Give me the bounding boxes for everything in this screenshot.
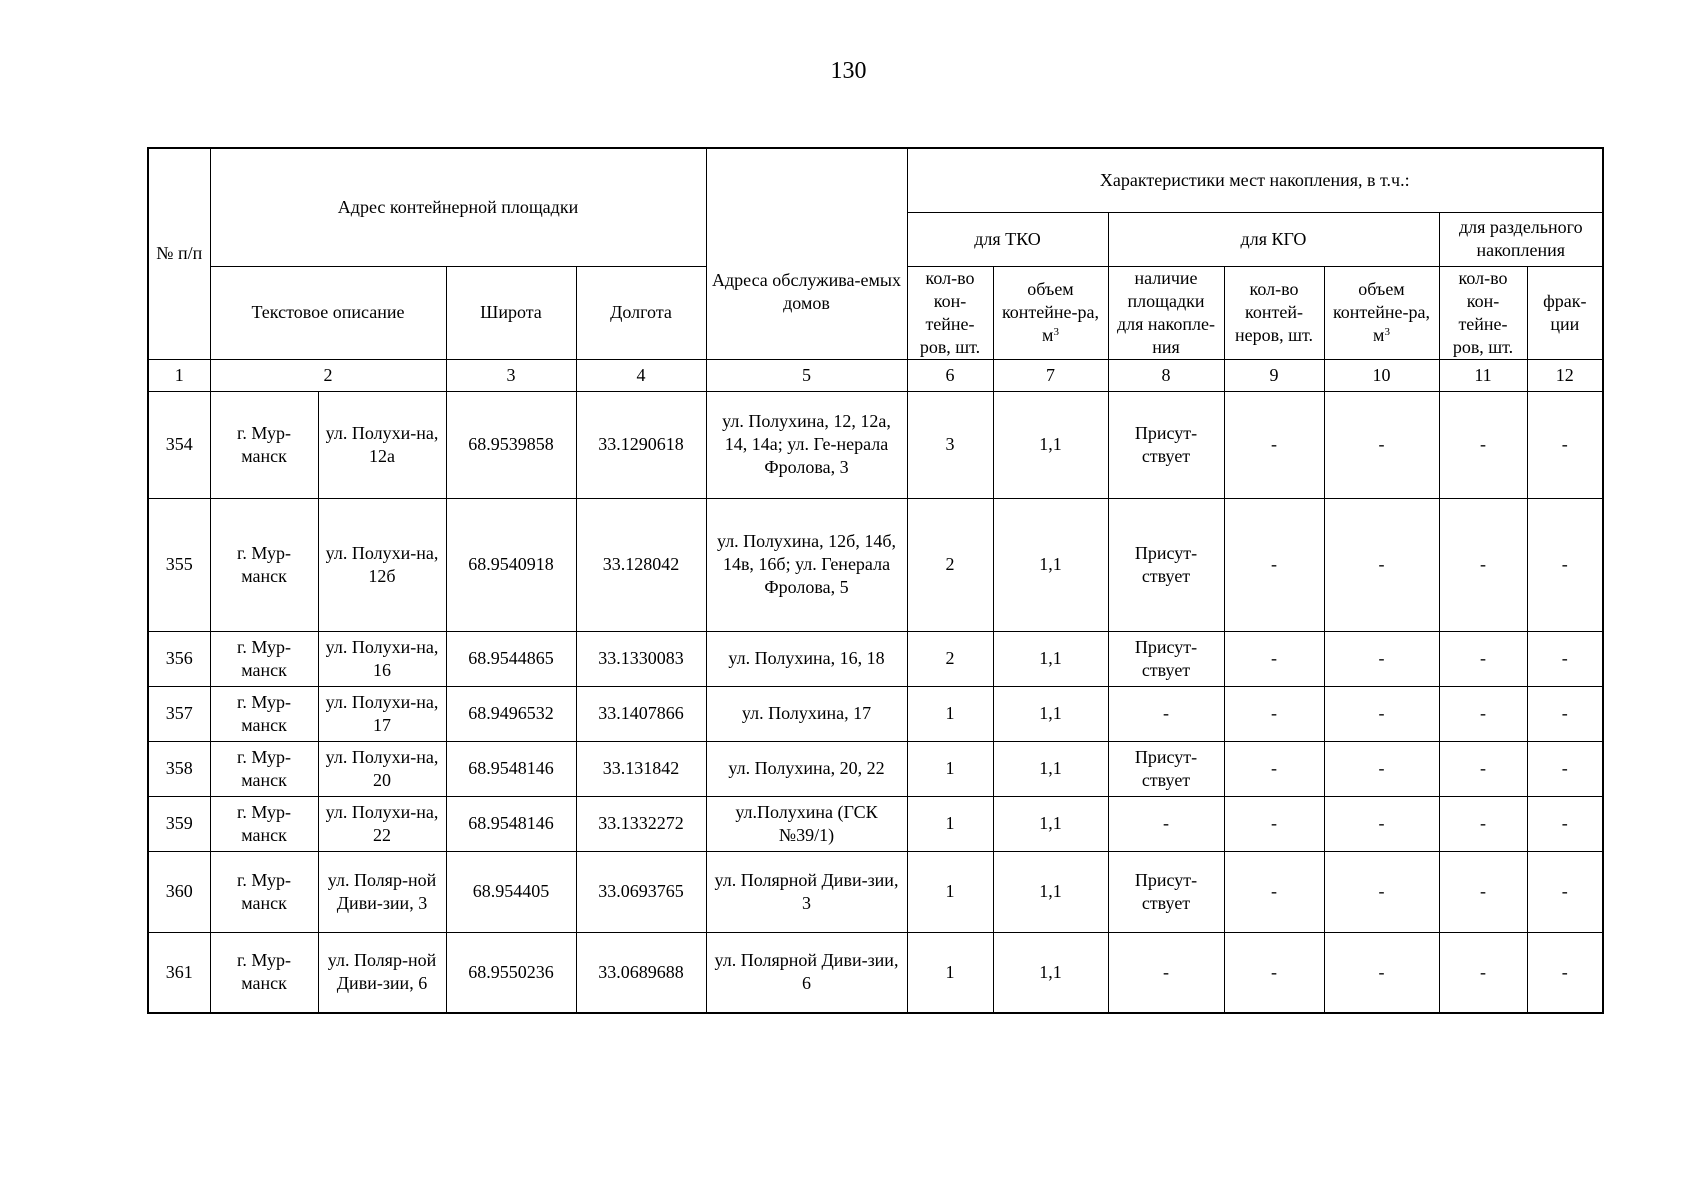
kgo-count-cell: - <box>1224 498 1324 631</box>
header-kgo-group: для КГО <box>1108 212 1439 266</box>
street-cell: ул. Полухи-на, 17 <box>318 686 446 741</box>
longitude-cell: 33.128042 <box>576 498 706 631</box>
container-sites-table <box>147 147 1604 1014</box>
latitude-cell: 68.954405 <box>446 851 576 932</box>
sep-count-cell: - <box>1439 631 1527 686</box>
sep-count-cell: - <box>1439 851 1527 932</box>
served-houses-cell: ул. Полухина, 20, 22 <box>706 741 907 796</box>
kgo-volume-cell: - <box>1324 391 1439 498</box>
header-separate-group: для раздельного накопления <box>1439 212 1603 266</box>
latitude-cell: 68.9550236 <box>446 932 576 1013</box>
kgo-site-cell: - <box>1108 796 1224 851</box>
sep-fractions-cell: - <box>1527 851 1603 932</box>
row-number: 361 <box>148 932 210 1013</box>
table-body <box>148 359 1603 1013</box>
kgo-count-cell: - <box>1224 932 1324 1013</box>
kgo-volume-cell: - <box>1324 932 1439 1013</box>
tko-volume-cell: 1,1 <box>993 686 1108 741</box>
served-houses-cell: ул. Полярной Диви-зии, 6 <box>706 932 907 1013</box>
street-cell: ул. Полухи-на, 22 <box>318 796 446 851</box>
tko-count-cell: 1 <box>907 686 993 741</box>
row-number: 358 <box>148 741 210 796</box>
latitude-cell: 68.9540918 <box>446 498 576 631</box>
header-num: № п/п <box>148 148 210 359</box>
longitude-cell: 33.1332272 <box>576 796 706 851</box>
city-cell: г. Мур-манск <box>210 796 318 851</box>
column-number: 1 <box>148 359 210 391</box>
city-cell: г. Мур-манск <box>210 932 318 1013</box>
column-number: 2 <box>210 359 446 391</box>
sep-fractions-cell: - <box>1527 686 1603 741</box>
latitude-cell: 68.9544865 <box>446 631 576 686</box>
tko-volume-cell: 1,1 <box>993 391 1108 498</box>
column-number: 11 <box>1439 359 1527 391</box>
kgo-site-cell: Присут-ствует <box>1108 741 1224 796</box>
served-houses-cell: ул.Полухина (ГСК №39/1) <box>706 796 907 851</box>
tko-count-cell: 2 <box>907 631 993 686</box>
kgo-site-cell: - <box>1108 932 1224 1013</box>
row-number: 360 <box>148 851 210 932</box>
kgo-site-cell: Присут-ствует <box>1108 851 1224 932</box>
longitude-cell: 33.1290618 <box>576 391 706 498</box>
column-number: 5 <box>706 359 907 391</box>
column-number: 3 <box>446 359 576 391</box>
column-number: 6 <box>907 359 993 391</box>
city-cell: г. Мур-манск <box>210 631 318 686</box>
sep-fractions-cell: - <box>1527 498 1603 631</box>
latitude-cell: 68.9548146 <box>446 796 576 851</box>
sep-count-cell: - <box>1439 391 1527 498</box>
header-served-houses: Адреса обслужива-емых домов <box>706 148 907 359</box>
street-cell: ул. Полухи-на, 12а <box>318 391 446 498</box>
tko-count-cell: 3 <box>907 391 993 498</box>
kgo-volume-cell: - <box>1324 631 1439 686</box>
served-houses-cell: ул. Полярной Диви-зии, 3 <box>706 851 907 932</box>
street-cell: ул. Поляр-ной Диви-зии, 3 <box>318 851 446 932</box>
sep-count-cell: - <box>1439 741 1527 796</box>
header-tko-volume: объем контейне-ра, $м^3$ <box>993 266 1108 359</box>
sep-fractions-cell: - <box>1527 796 1603 851</box>
table-row <box>148 741 1603 796</box>
tko-volume-cell: 1,1 <box>993 796 1108 851</box>
header-address-text: Текстовое описание <box>210 266 446 359</box>
sep-fractions-cell: - <box>1527 932 1603 1013</box>
tko-count-cell: 1 <box>907 741 993 796</box>
longitude-cell: 33.1330083 <box>576 631 706 686</box>
row-number: 355 <box>148 498 210 631</box>
table-row <box>148 391 1603 498</box>
column-number: 7 <box>993 359 1108 391</box>
kgo-count-cell: - <box>1224 741 1324 796</box>
city-cell: г. Мур-манск <box>210 686 318 741</box>
column-number: 4 <box>576 359 706 391</box>
tko-count-cell: 2 <box>907 498 993 631</box>
row-number: 354 <box>148 391 210 498</box>
tko-volume-cell: 1,1 <box>993 741 1108 796</box>
tko-volume-cell: 1,1 <box>993 498 1108 631</box>
kgo-volume-cell: - <box>1324 851 1439 932</box>
kgo-volume-cell: - <box>1324 686 1439 741</box>
column-number-row <box>148 359 1603 391</box>
header-kgo-volume: объем контейне-ра, $м^3$ <box>1324 266 1439 359</box>
latitude-cell: 68.9539858 <box>446 391 576 498</box>
sep-count-cell: - <box>1439 932 1527 1013</box>
table-row <box>148 498 1603 631</box>
kgo-count-cell: - <box>1224 631 1324 686</box>
tko-volume-cell: 1,1 <box>993 851 1108 932</box>
served-houses-cell: ул. Полухина, 12б, 14б, 14в, 16б; ул. Генерала Фролова, 5 <box>706 498 907 631</box>
header-tko-group: для ТКО <box>907 212 1108 266</box>
city-cell: г. Мур-манск <box>210 391 318 498</box>
served-houses-cell: ул. Полухина, 12, 12а, 14, 14а; ул. Ге-нерала Фролова, 3 <box>706 391 907 498</box>
row-number: 359 <box>148 796 210 851</box>
header-tko-count: кол-во кон-тейне-ров, шт. <box>907 266 993 359</box>
kgo-site-cell: Присут-ствует <box>1108 391 1224 498</box>
kgo-site-cell: Присут-ствует <box>1108 498 1224 631</box>
kgo-volume-cell: - <box>1324 741 1439 796</box>
table-row <box>148 796 1603 851</box>
header-kgo-site: наличие площадки для накопле-ния <box>1108 266 1224 359</box>
city-cell: г. Мур-манск <box>210 851 318 932</box>
served-houses-cell: ул. Полухина, 17 <box>706 686 907 741</box>
sep-fractions-cell: - <box>1527 631 1603 686</box>
header-kgo-count: кол-во контей-неров, шт. <box>1224 266 1324 359</box>
table-row <box>148 631 1603 686</box>
header-address-group: Адрес контейнерной площадки <box>210 148 706 266</box>
header-latitude: Широта <box>446 266 576 359</box>
kgo-count-cell: - <box>1224 391 1324 498</box>
tko-volume-cell: 1,1 <box>993 932 1108 1013</box>
header-longitude: Долгота <box>576 266 706 359</box>
served-houses-cell: ул. Полухина, 16, 18 <box>706 631 907 686</box>
street-cell: ул. Полухи-на, 12б <box>318 498 446 631</box>
longitude-cell: 33.0689688 <box>576 932 706 1013</box>
tko-count-cell: 1 <box>907 796 993 851</box>
latitude-cell: 68.9496532 <box>446 686 576 741</box>
sep-fractions-cell: - <box>1527 741 1603 796</box>
kgo-count-cell: - <box>1224 686 1324 741</box>
row-number: 356 <box>148 631 210 686</box>
header-sep-count: кол-во кон-тейне-ров, шт. <box>1439 266 1527 359</box>
header-sep-fractions: фрак-ции <box>1527 266 1603 359</box>
sep-count-cell: - <box>1439 796 1527 851</box>
longitude-cell: 33.1407866 <box>576 686 706 741</box>
city-cell: г. Мур-манск <box>210 498 318 631</box>
row-number: 357 <box>148 686 210 741</box>
tko-volume-cell: 1,1 <box>993 631 1108 686</box>
longitude-cell: 33.0693765 <box>576 851 706 932</box>
kgo-site-cell: - <box>1108 686 1224 741</box>
longitude-cell: 33.131842 <box>576 741 706 796</box>
table-row <box>148 851 1603 932</box>
sep-count-cell: - <box>1439 686 1527 741</box>
page-number: 130 <box>830 58 867 84</box>
table-row <box>148 932 1603 1013</box>
column-number: 10 <box>1324 359 1439 391</box>
kgo-site-cell: Присут-ствует <box>1108 631 1224 686</box>
table-header <box>148 148 1603 359</box>
city-cell: г. Мур-манск <box>210 741 318 796</box>
header-characteristics: Характеристики мест накопления, в т.ч.: <box>907 148 1603 212</box>
kgo-volume-cell: - <box>1324 796 1439 851</box>
street-cell: ул. Полухи-на, 16 <box>318 631 446 686</box>
column-number: 9 <box>1224 359 1324 391</box>
latitude-cell: 68.9548146 <box>446 741 576 796</box>
street-cell: ул. Поляр-ной Диви-зии, 6 <box>318 932 446 1013</box>
table-row <box>148 686 1603 741</box>
tko-count-cell: 1 <box>907 932 993 1013</box>
sep-count-cell: - <box>1439 498 1527 631</box>
sep-fractions-cell: - <box>1527 391 1603 498</box>
street-cell: ул. Полухи-на, 20 <box>318 741 446 796</box>
tko-count-cell: 1 <box>907 851 993 932</box>
kgo-count-cell: - <box>1224 796 1324 851</box>
column-number: 8 <box>1108 359 1224 391</box>
kgo-count-cell: - <box>1224 851 1324 932</box>
kgo-volume-cell: - <box>1324 498 1439 631</box>
column-number: 12 <box>1527 359 1603 391</box>
